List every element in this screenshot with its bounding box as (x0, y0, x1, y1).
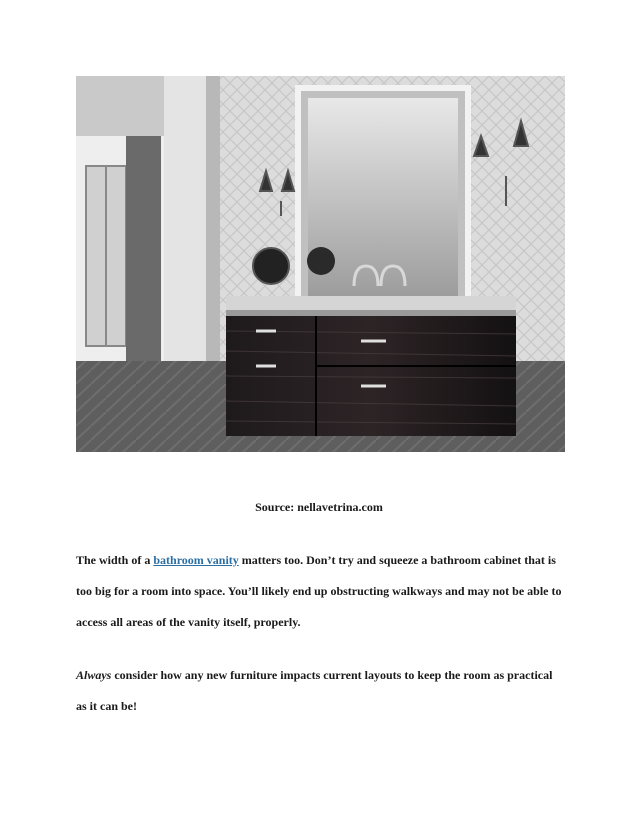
bathroom-vanity-link[interactable]: bathroom vanity (153, 553, 239, 567)
paragraph-vanity-width (76, 545, 566, 638)
paragraph2-body: consider how any new furniture impacts current layouts to keep the room as practical as it can be! (76, 668, 553, 713)
paragraph1-intro: The width of a (76, 553, 154, 567)
image-caption: Source: nellavetrina.com (255, 500, 383, 514)
paragraph1-body: matters too. Don’t try and squeeze a bathroom cabinet that is too big for a room into space. You’ll likely end up obstructing walkways and may not be able to access all areas of the vanity itself, properly. (76, 553, 562, 629)
paragraph2-emphasis: Always (76, 668, 112, 682)
paragraph-layout-advice (76, 660, 566, 722)
bathroom-vanity-photo (76, 76, 565, 452)
